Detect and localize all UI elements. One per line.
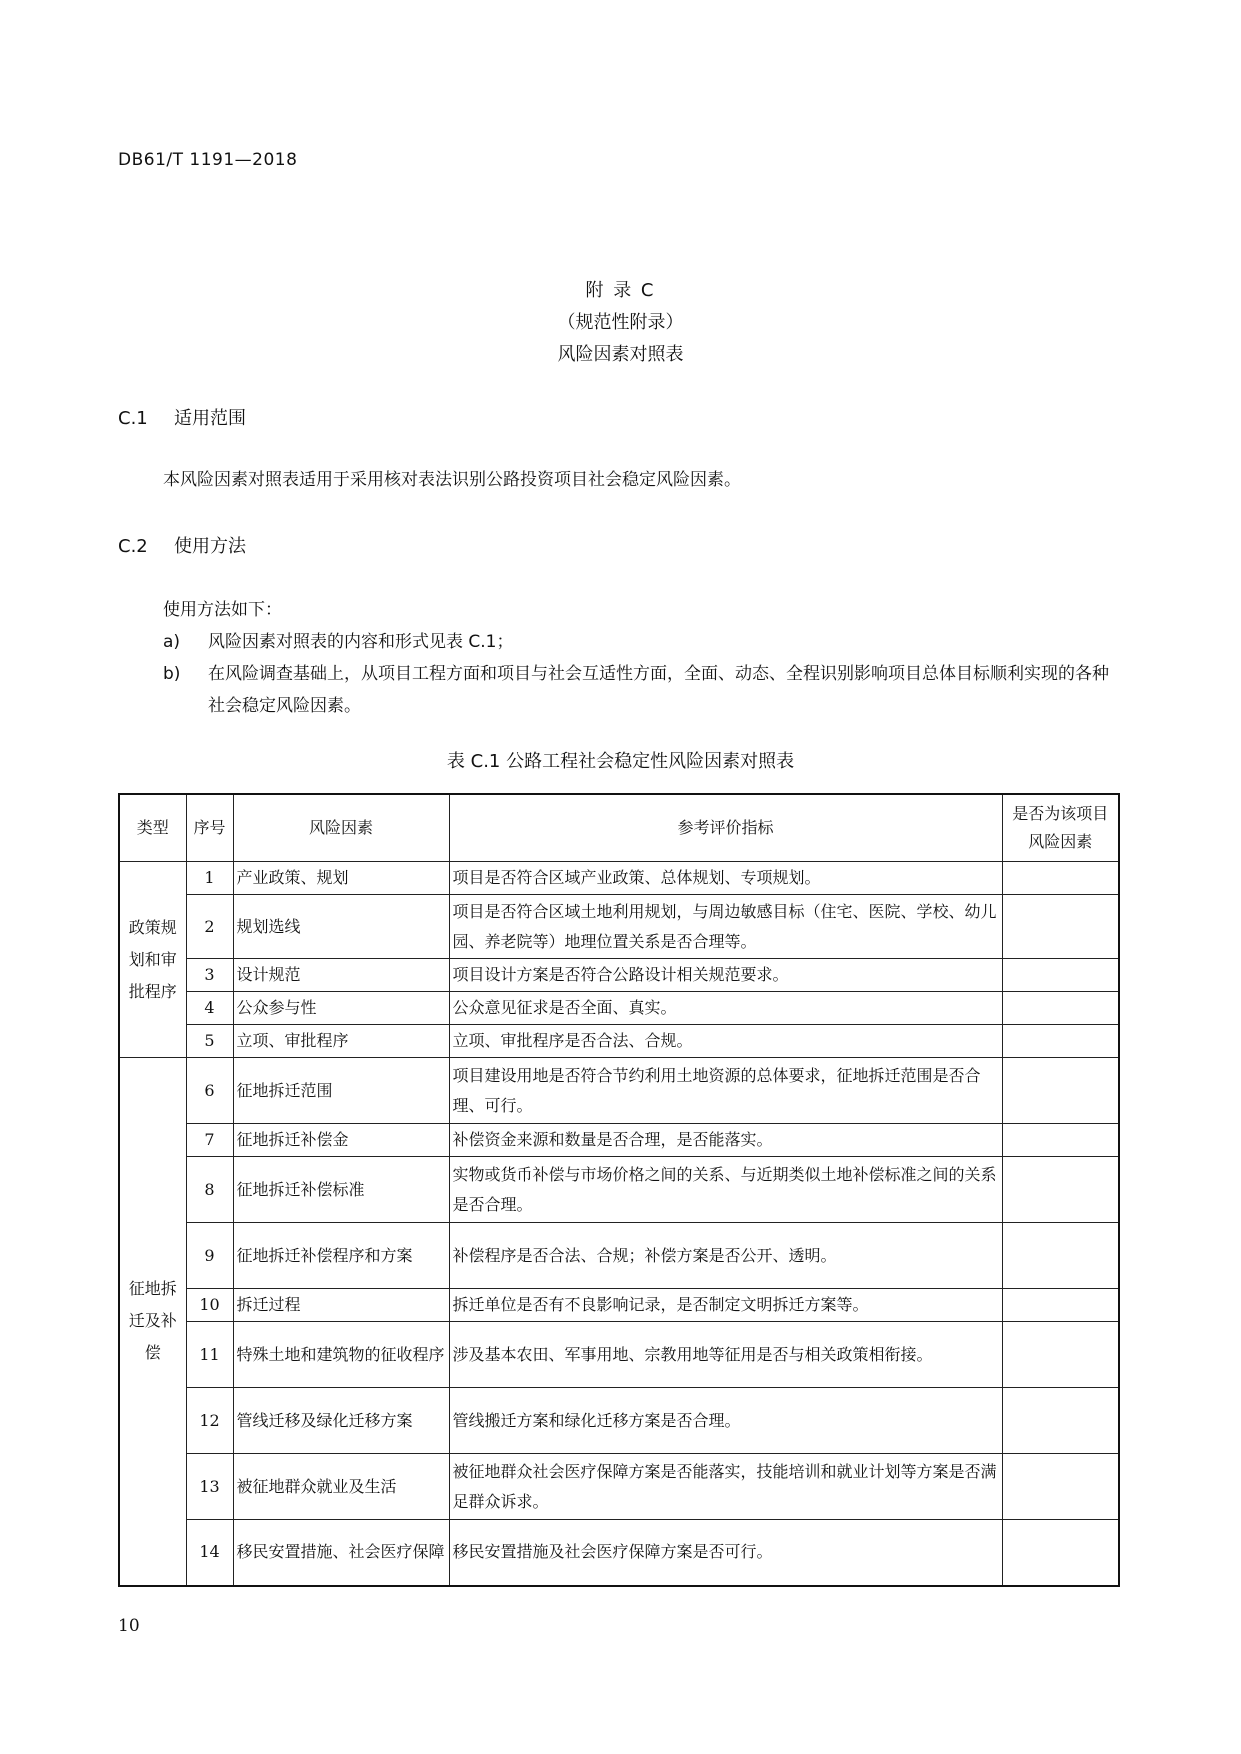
factor-cell: 征地拆迁补偿标准 — [233, 1157, 449, 1223]
table-row — [119, 992, 1119, 1025]
no-cell: 10 — [186, 1289, 233, 1322]
section-c2-paragraph: 使用方法如下： — [163, 600, 282, 620]
table-row — [119, 1058, 1119, 1124]
is-factor-cell — [1002, 862, 1119, 895]
indicator-cell: 实物或货币补偿与市场价格之间的关系、与近期类似土地补偿标准之间的关系是否合理。 — [449, 1157, 1002, 1223]
table-row — [119, 959, 1119, 992]
indicator-cell: 补偿程序是否合法、合规；补偿方案是否公开、透明。 — [449, 1223, 1002, 1289]
section-c1-heading — [118, 404, 246, 430]
factor-cell: 征地拆迁补偿金 — [233, 1124, 449, 1157]
document-code: DB61/T 1191—2018 — [118, 150, 298, 170]
factor-cell: 被征地群众就业及生活 — [233, 1454, 449, 1520]
col-header-no: 序号 — [186, 794, 233, 862]
indicator-cell: 立项、审批程序是否合法、合规。 — [449, 1025, 1002, 1058]
table-row — [119, 1223, 1119, 1289]
is-factor-cell — [1002, 1223, 1119, 1289]
is-factor-cell — [1002, 1520, 1119, 1586]
no-cell: 1 — [186, 862, 233, 895]
no-cell: 5 — [186, 1025, 233, 1058]
appendix-name: 风险因素对照表 — [557, 344, 684, 365]
table-row — [119, 1124, 1119, 1157]
factor-cell: 设计规范 — [233, 959, 449, 992]
col-header-type: 类型 — [119, 794, 186, 862]
table-row — [119, 862, 1119, 895]
table-row — [119, 1454, 1119, 1520]
indicator-cell: 项目设计方案是否符合公路设计相关规范要求。 — [449, 959, 1002, 992]
factor-cell: 公众参与性 — [233, 992, 449, 1025]
is-factor-cell — [1002, 1157, 1119, 1223]
no-cell: 12 — [186, 1388, 233, 1454]
list-marker: a) — [163, 632, 181, 652]
section-title: 使用方法 — [174, 536, 246, 557]
section-c2-heading — [118, 532, 246, 558]
no-cell: 2 — [186, 895, 233, 959]
factor-cell: 征地拆迁范围 — [233, 1058, 449, 1124]
table-row — [119, 1025, 1119, 1058]
is-factor-cell — [1002, 992, 1119, 1025]
no-cell: 7 — [186, 1124, 233, 1157]
section-title: 适用范围 — [174, 408, 246, 429]
no-cell: 9 — [186, 1223, 233, 1289]
list-marker: b) — [163, 664, 181, 684]
list-item — [163, 658, 1113, 722]
is-factor-cell — [1002, 1388, 1119, 1454]
indicator-cell: 管线搬迁方案和绿化迁移方案是否合理。 — [449, 1388, 1002, 1454]
indicator-cell: 涉及基本农田、军事用地、宗教用地等征用是否与相关政策相衔接。 — [449, 1322, 1002, 1388]
factor-cell: 立项、审批程序 — [233, 1025, 449, 1058]
col-header-factor: 风险因素 — [233, 794, 449, 862]
list-text: 在风险调查基础上，从项目工程方面和项目与社会互适性方面，全面、动态、全程识别影响项目总体目标顺利实现的各种社会稳定风险因素。 — [208, 664, 1109, 716]
col-header-is-factor: 是否为该项目风险因素 — [1002, 794, 1119, 862]
is-factor-cell — [1002, 1025, 1119, 1058]
no-cell: 13 — [186, 1454, 233, 1520]
indicator-cell: 移民安置措施及社会医疗保障方案是否可行。 — [449, 1520, 1002, 1586]
is-factor-cell — [1002, 1058, 1119, 1124]
type-cell: 政策规划和审批程序 — [119, 862, 186, 1058]
is-factor-cell — [1002, 959, 1119, 992]
indicator-cell: 项目建设用地是否符合节约利用土地资源的总体要求，征地拆迁范围是否合理、可行。 — [449, 1058, 1002, 1124]
no-cell: 8 — [186, 1157, 233, 1223]
no-cell: 6 — [186, 1058, 233, 1124]
table-row — [119, 1520, 1119, 1586]
factor-cell: 特殊土地和建筑物的征收程序 — [233, 1322, 449, 1388]
is-factor-cell — [1002, 895, 1119, 959]
list-text: 风险因素对照表的内容和形式见表 C.1； — [208, 632, 514, 652]
table-row — [119, 1322, 1119, 1388]
col-header-indicator: 参考评价指标 — [449, 794, 1002, 862]
no-cell: 3 — [186, 959, 233, 992]
factor-cell: 拆迁过程 — [233, 1289, 449, 1322]
is-factor-cell — [1002, 1454, 1119, 1520]
is-factor-cell — [1002, 1322, 1119, 1388]
section-number: C.1 — [118, 408, 148, 429]
factor-cell: 征地拆迁补偿程序和方案 — [233, 1223, 449, 1289]
indicator-cell: 被征地群众社会医疗保障方案是否能落实，技能培训和就业计划等方案是否满足群众诉求。 — [449, 1454, 1002, 1520]
no-cell: 11 — [186, 1322, 233, 1388]
factor-cell: 规划选线 — [233, 895, 449, 959]
no-cell: 14 — [186, 1520, 233, 1586]
table-row — [119, 895, 1119, 959]
type-cell: 征地拆迁及补偿 — [119, 1058, 186, 1586]
table-row — [119, 1289, 1119, 1322]
factor-cell: 管线迁移及绿化迁移方案 — [233, 1388, 449, 1454]
page-number: 10 — [118, 1616, 140, 1636]
section-number: C.2 — [118, 536, 148, 557]
appendix-subtitle: （规范性附录） — [557, 312, 684, 333]
indicator-cell: 拆迁单位是否有不良影响记录，是否制定文明拆迁方案等。 — [449, 1289, 1002, 1322]
indicator-cell: 补偿资金来源和数量是否合理，是否能落实。 — [449, 1124, 1002, 1157]
indicator-cell: 项目是否符合区域土地利用规划，与周边敏感目标（住宅、医院、学校、幼儿园、养老院等）地理位置关系是否合理等。 — [449, 895, 1002, 959]
appendix-title: 附 录 C — [585, 280, 656, 301]
no-cell: 4 — [186, 992, 233, 1025]
factor-cell: 产业政策、规划 — [233, 862, 449, 895]
risk-factor-table — [118, 793, 1120, 1587]
indicator-cell: 项目是否符合区域产业政策、总体规划、专项规划。 — [449, 862, 1002, 895]
is-factor-cell — [1002, 1124, 1119, 1157]
list-item — [163, 626, 1113, 658]
section-c1-paragraph: 本风险因素对照表适用于采用核对表法识别公路投资项目社会稳定风险因素。 — [163, 470, 741, 490]
table-row — [119, 1157, 1119, 1223]
table-row — [119, 1388, 1119, 1454]
table-caption: 表 C.1 公路工程社会稳定性风险因素对照表 — [446, 751, 795, 772]
table-header-row — [119, 794, 1119, 862]
indicator-cell: 公众意见征求是否全面、真实。 — [449, 992, 1002, 1025]
is-factor-cell — [1002, 1289, 1119, 1322]
factor-cell: 移民安置措施、社会医疗保障 — [233, 1520, 449, 1586]
